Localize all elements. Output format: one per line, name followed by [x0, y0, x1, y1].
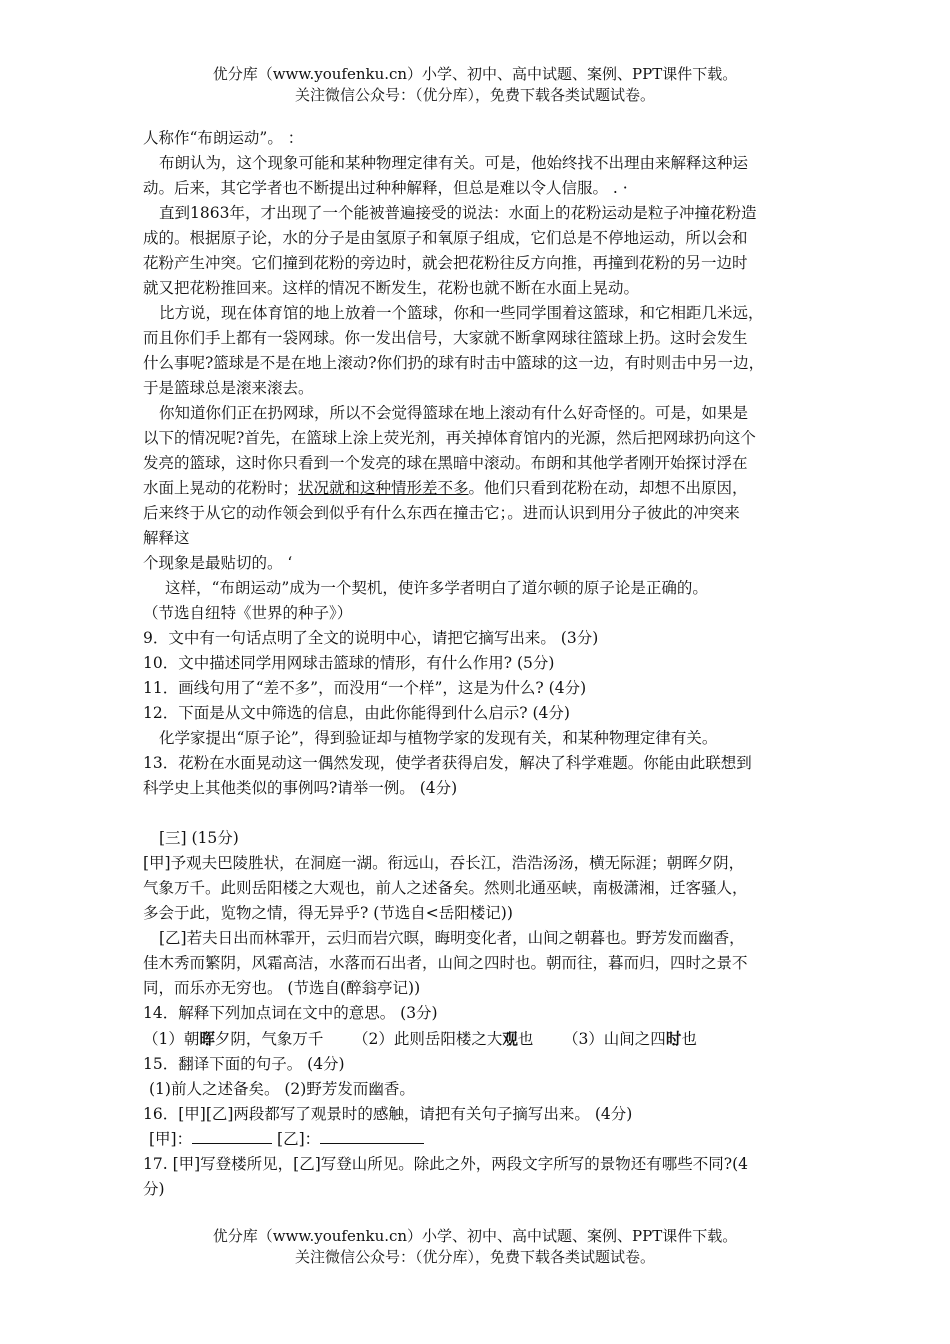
dotted-word: 观 — [502, 1029, 518, 1048]
question-12-info: 化学家提出“原子论”，得到验证却与植物学家的发现有关，和某种物理定律有关。 — [159, 729, 718, 747]
question-13-cont: 科学史上其他类似的事例吗?请举一例。 (4分) — [143, 779, 458, 797]
page-header — [0, 64, 950, 106]
article-line: 直到1863年，才出现了一个能被普遍接受的说法：水面上的花粉运动是粒子冲撞花粉造 — [159, 204, 757, 222]
passage-jia-line: [甲]予观夫巴陵胜状，在洞庭一湖。衔远山，吞长江，浩浩汤汤，横无际涯；朝晖夕阴， — [143, 854, 745, 872]
section-3-title: [三] (15分) — [159, 829, 239, 847]
answer-blank-jia[interactable] — [192, 1129, 272, 1144]
footer-line-2: 关注微信公众号：（优分库），免费下载各类试题试卷。 — [294, 1248, 655, 1266]
passage-jia-line: 气象万千。此则岳阳楼之大观也，前人之述备矣。然则北通巫峡，南极潇湘，迁客骚人， — [143, 879, 748, 897]
question-16-answer — [143, 1127, 813, 1152]
q14-text: 也 — [517, 1030, 534, 1048]
article-line: 人称作“布朗运动”。 ： — [143, 129, 304, 147]
footer-line-1: 优分库（www.youfenku.cn）小学、初中、高中试题、案例、PPT课件下载。 — [212, 1227, 738, 1245]
document-body — [143, 126, 813, 1202]
spacer — [143, 801, 813, 826]
underlined-sentence: 状况就和这种情形差不多 — [298, 479, 469, 497]
answer-label-jia: [甲]： — [149, 1130, 193, 1148]
q14-text: 也 — [681, 1030, 697, 1048]
article-text: 水面上晃动的花粉时； — [143, 479, 299, 497]
article-line: 解释这 — [143, 529, 190, 547]
header-line-1: 优分库（www.youfenku.cn）小学、初中、高中试题、案例、PPT课件下载。 — [212, 65, 738, 83]
q14-text: （2）此则岳阳楼之大 — [352, 1030, 503, 1048]
article-line: 以下的情况呢?首先，在篮球上涂上荧光剂，再关掉体育馆内的光源，然后把网球扔向这个 — [143, 429, 756, 447]
article-text: 。他们只看到花粉在动，却想不出原因， — [468, 479, 748, 497]
q14-item-1 — [143, 1030, 323, 1048]
article-line: 发亮的篮球，这时你只看到一个发亮的球在黑暗中滚动。布朗和其他学者刚开始探讨浮在 — [143, 454, 748, 472]
question-14: 14．解释下列加点词在文中的意思。 (3分) — [143, 1004, 438, 1022]
article-line: 什么事呢?篮球是不是在地上滚动?你们扔的球有时击中篮球的这一边，有时则击中另一边， — [143, 354, 765, 372]
article-line — [143, 476, 813, 501]
article-line: 后来终于从它的动作领会到似乎有什么东西在撞击它；。进而认识到用分子彼此的冲突来 — [143, 504, 740, 522]
passage-yi-line: 同，而乐亦无穷也。 (节选自(醉翁亭记)) — [143, 979, 421, 997]
article-line: 而且你们手上都有一袋网球。你一发出信号，大家就不断拿网球往篮球上扔。这时会发生 — [143, 329, 748, 347]
q14-item-3 — [563, 1030, 697, 1048]
passage-jia-line: 多会于此，览物之情，得无异乎? (节选自<岳阳楼记)) — [143, 904, 513, 922]
header-line-2: 关注微信公众号：（优分库），免费下载各类试题试卷。 — [294, 86, 655, 104]
article-line: 就又把花粉推回来。这样的情况不断发生，花粉也就不断在水面上晃动。 — [143, 279, 640, 297]
article-line: 这样，“布朗运动”成为一个契机，使许多学者明白了道尔顿的原子论是正确的。 — [165, 579, 708, 597]
article-line: 布朗认为，这个现象可能和某种物理定律有关。可是，他始终找不出理由来解释这种运 — [159, 154, 749, 172]
q14-item-2 — [353, 1030, 533, 1048]
page-footer — [0, 1226, 950, 1268]
question-13: 13．花粉在水面晃动这一偶然发现，使学者获得启发，解决了科学难题。你能由此联想到 — [143, 754, 752, 772]
article-line: 花粉产生冲突。它们撞到花粉的旁边时，就会把花粉往反方向推，再撞到花粉的另一边时 — [143, 254, 748, 272]
question-17: 17. [甲]写登楼所见，[乙]写登山所见。除此之外，两段文字所写的景物还有哪些不同?(4 — [143, 1155, 748, 1173]
question-15-items: (1)前人之述备矣。 (2)野芳发而幽香。 — [149, 1080, 415, 1098]
passage-yi-line: [乙]若夫日出而林霏开，云归而岩穴暝，晦明变化者，山间之朝暮也。野芳发而幽香， — [159, 929, 745, 947]
question-11: 11．画线句用了“差不多”，而没用“一个样”，这是为什么? (4分) — [143, 679, 587, 697]
dotted-word: 时 — [665, 1029, 682, 1048]
article-line: 个现象是最贴切的。 ‘ — [143, 554, 293, 572]
article-line: 成的。根据原子论，水的分子是由氢原子和氧原子组成，它们总是不停地运动，所以会和 — [143, 229, 748, 247]
dotted-word: 晖 — [199, 1029, 215, 1048]
answer-label-yi: [乙]： — [277, 1130, 321, 1148]
article-line: 比方说，现在体育馆的地上放着一个篮球，你和一些同学围着这篮球，和它相距几米远， — [159, 304, 764, 322]
article-source: （节选自纽特《世界的种子》） — [143, 604, 353, 622]
question-16: 16．[甲][乙]两段都写了观景时的感触，请把有关句子摘写出来。 (4分) — [143, 1105, 633, 1123]
passage-yi-line: 佳木秀而繁阴，风霜高洁，水落而石出者，山间之四时也。朝而往，暮而归，四时之景不 — [143, 954, 748, 972]
question-9: 9．文中有一句话点明了全文的说明中心，请把它摘写出来。 (3分) — [143, 629, 599, 647]
question-17-cont: 分) — [143, 1180, 165, 1198]
answer-blank-yi[interactable] — [320, 1129, 424, 1144]
q14-text: （1）朝 — [143, 1030, 200, 1048]
article-line: 于是篮球总是滚来滚去。 — [143, 379, 314, 397]
question-15: 15．翻译下面的句子。 (4分) — [143, 1055, 345, 1073]
article-line: 你知道你们正在扔网球，所以不会觉得篮球在地上滚动有什么好奇怪的。可是，如果是 — [159, 404, 749, 422]
question-14-items — [143, 1026, 813, 1052]
q14-text: （3）山间之四 — [562, 1030, 666, 1048]
question-10: 10．文中描述同学用网球击篮球的情形，有什么作用? (5分) — [143, 654, 555, 672]
q14-text: 夕阴，气象万千 — [214, 1030, 324, 1048]
question-12: 12．下面是从文中筛选的信息，由此你能得到什么启示? (4分) — [143, 704, 570, 722]
article-line: 动。后来，其它学者也不断提出过种种解释，但总是难以令人信服。 . · — [143, 179, 628, 197]
